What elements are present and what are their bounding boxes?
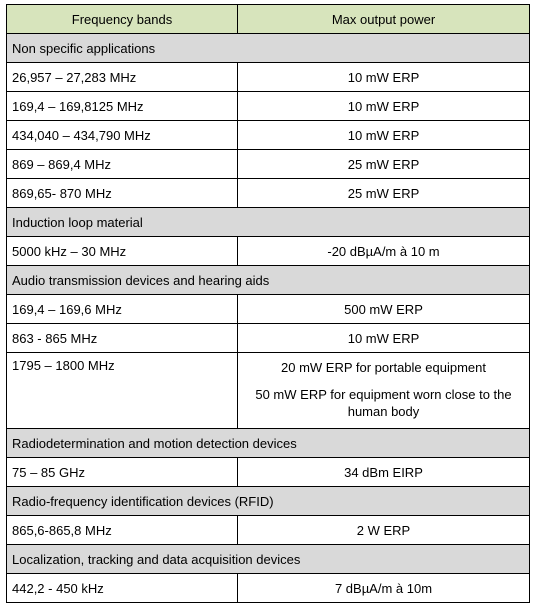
section-row	[7, 34, 530, 63]
section-row	[7, 487, 530, 516]
table-row	[7, 179, 530, 208]
table-row	[7, 353, 530, 429]
table-row	[7, 237, 530, 266]
table-row	[7, 516, 530, 545]
frequency-band-cell: 26,957 – 27,283 MHz	[7, 63, 238, 92]
frequency-band-cell: 75 – 85 GHz	[7, 458, 238, 487]
power-line: 50 mW ERP for equipment worn close to the human body	[255, 387, 512, 419]
frequency-band-cell: 5000 kHz – 30 MHz	[7, 237, 238, 266]
max-output-power-cell: 34 dBm EIRP	[238, 458, 530, 487]
table-body	[7, 34, 530, 603]
section-row	[7, 266, 530, 295]
frequency-band-cell: 865,6-865,8 MHz	[7, 516, 238, 545]
frequency-power-table	[6, 4, 530, 603]
section-title: Non specific applications	[7, 34, 530, 63]
section-row	[7, 208, 530, 237]
section-row	[7, 545, 530, 574]
table-row	[7, 324, 530, 353]
frequency-band-cell: 1795 – 1800 MHz	[7, 353, 238, 429]
frequency-band-cell: 869 – 869,4 MHz	[7, 150, 238, 179]
header-frequency-bands: Frequency bands	[7, 5, 238, 34]
max-output-power-cell: 10 mW ERP	[238, 92, 530, 121]
frequency-band-cell: 169,4 – 169,6 MHz	[7, 295, 238, 324]
table-row	[7, 574, 530, 603]
frequency-band-cell: 863 - 865 MHz	[7, 324, 238, 353]
max-output-power-cell: 2 W ERP	[238, 516, 530, 545]
table-row	[7, 92, 530, 121]
section-title: Radio-frequency identification devices (RFID)	[7, 487, 530, 516]
max-output-power-cell: 500 mW ERP	[238, 295, 530, 324]
max-output-power-cell: 10 mW ERP	[238, 121, 530, 150]
frequency-band-cell: 434,040 – 434,790 MHz	[7, 121, 238, 150]
table-row	[7, 295, 530, 324]
section-title: Radiodetermination and motion detection devices	[7, 429, 530, 458]
max-output-power-cell: 25 mW ERP	[238, 150, 530, 179]
section-row	[7, 429, 530, 458]
header-row	[7, 5, 530, 34]
table-row	[7, 150, 530, 179]
section-title: Induction loop material	[7, 208, 530, 237]
max-output-power-cell: -20 dBµA/m à 10 m	[238, 237, 530, 266]
table-row	[7, 63, 530, 92]
table-row	[7, 458, 530, 487]
max-output-power-cell: 10 mW ERP	[238, 63, 530, 92]
frequency-band-cell: 442,2 - 450 kHz	[7, 574, 238, 603]
max-output-power-cell	[238, 353, 530, 429]
frequency-band-cell: 869,65- 870 MHz	[7, 179, 238, 208]
table-row	[7, 121, 530, 150]
frequency-band-cell: 169,4 – 169,8125 MHz	[7, 92, 238, 121]
section-title: Audio transmission devices and hearing aids	[7, 266, 530, 295]
max-output-power-cell: 10 mW ERP	[238, 324, 530, 353]
header-max-output-power: Max output power	[238, 5, 530, 34]
power-line: 20 mW ERP for portable equipment	[281, 360, 486, 375]
max-output-power-cell: 25 mW ERP	[238, 179, 530, 208]
max-output-power-cell: 7 dBµA/m à 10m	[238, 574, 530, 603]
section-title: Localization, tracking and data acquisition devices	[7, 545, 530, 574]
